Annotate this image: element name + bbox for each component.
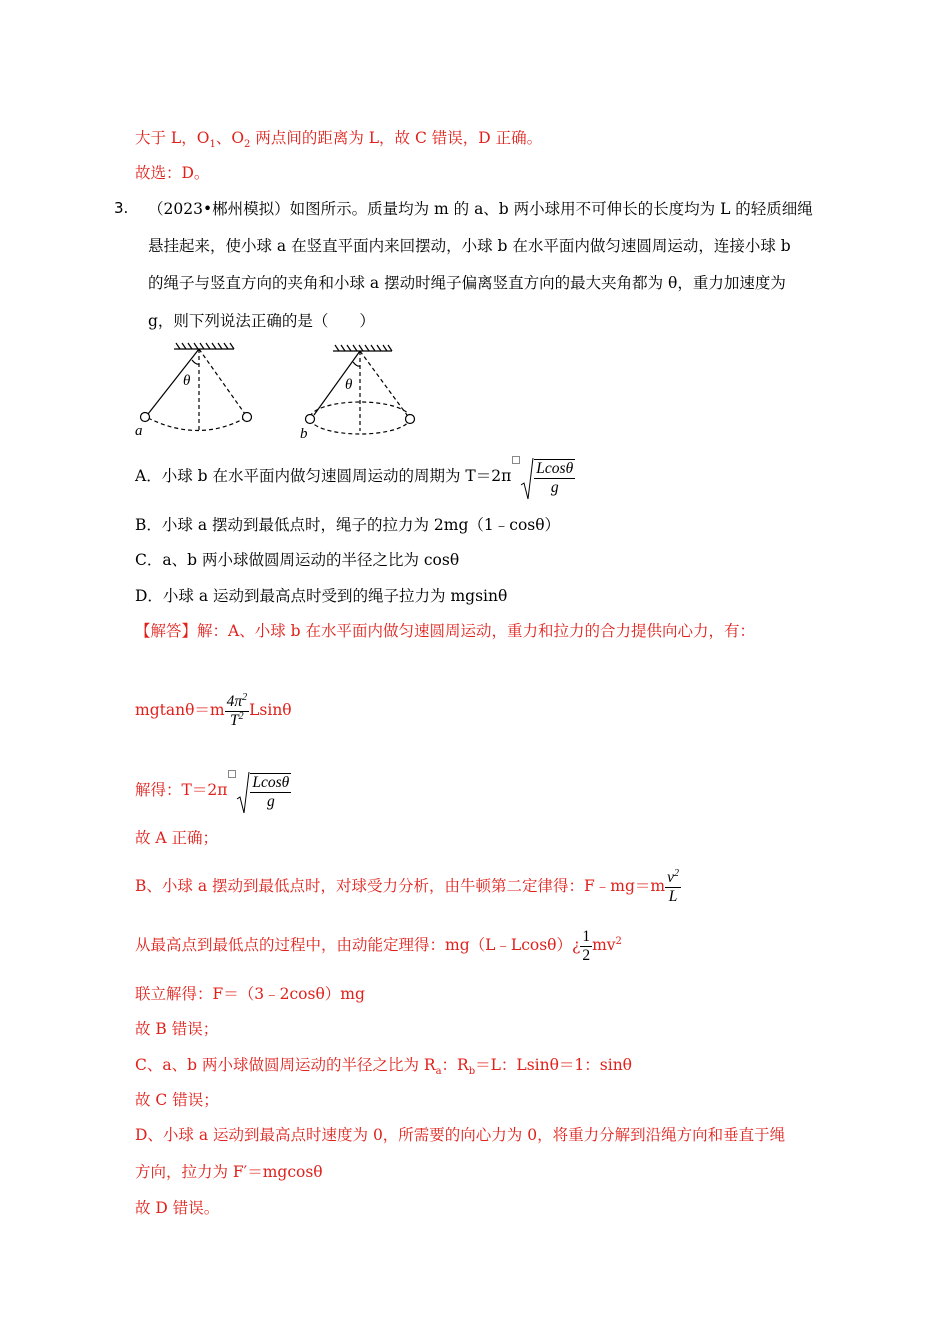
pendulum-b-diagram — [306, 345, 415, 434]
question-line-4: g，则下列说法正确的是（ ） — [148, 312, 375, 330]
option-a-fraction — [534, 459, 575, 497]
c-sub-b: b — [468, 1066, 476, 1078]
c-text-3: ＝L：Lsinθ＝1：sinθ — [475, 1056, 633, 1074]
eq1-numerator-sup: 2 — [242, 691, 248, 703]
c-text-2: ：R — [441, 1056, 469, 1074]
option-a-numerator: Lcosθ — [536, 460, 574, 477]
eq2-left: 解得：T＝2π — [135, 781, 228, 799]
d-analysis-line-2: 方向，拉力为 F′＝mgcosθ — [135, 1163, 323, 1181]
eq1-denominator-sup: 2 — [238, 710, 244, 722]
option-b[interactable]: B．小球 a 摆动到最低点时，绳子的拉力为 2mg（1﹣cosθ） — [135, 516, 561, 534]
d-analysis-line-1: D、小球 a 运动到最高点时速度为 0，所需要的向心力为 0，将重力分解到沿绳方向和垂直于绳 — [135, 1126, 786, 1144]
c-text-1: C、a、b 两小球做圆周运动的半径之比为 R — [135, 1056, 436, 1074]
b-fraction — [665, 869, 681, 906]
d-wrong: 故 D 错误。 — [135, 1199, 220, 1217]
c-sub-a: a — [435, 1066, 442, 1078]
answer-header: 【解答】解：A、小球 b 在水平面内做匀速圆周运动，重力和拉力的合力提供向心力，有： — [135, 622, 755, 640]
b-numerator: v — [667, 868, 674, 886]
energy-numerator: 1 — [582, 927, 591, 945]
a-correct: 故 A 正确； — [135, 829, 219, 847]
prev-choice-line: 故选：D。 — [135, 164, 210, 182]
c-analysis-line — [135, 1055, 633, 1078]
b-numerator-sup: 2 — [673, 867, 679, 879]
eq1-right: Lsinθ — [249, 701, 292, 719]
question-number: 3. — [114, 199, 129, 217]
prev-solution-line — [135, 128, 543, 151]
option-a-text: A．小球 b 在水平面内做匀速圆周运动的周期为 T＝2π — [135, 467, 512, 485]
eq2-fraction — [250, 773, 291, 811]
energy-denominator: 2 — [582, 946, 591, 964]
equation-2 — [135, 770, 291, 811]
eq1-denominator: T — [230, 711, 239, 729]
eq2-denominator: g — [266, 793, 275, 810]
eq1-left: mgtanθ＝m — [135, 701, 225, 719]
eq2-numerator: Lcosθ — [252, 774, 290, 791]
c-wrong: 故 C 错误； — [135, 1091, 219, 1109]
b-wrong: 故 B 错误； — [135, 1020, 219, 1038]
combine-line: 联立解得：F＝（3﹣2cosθ）mg — [135, 985, 365, 1003]
prev-text-3: 两点间的距离为 L，故 C 错误，D 正确。 — [250, 129, 543, 147]
question-line-1: （2023•郴州模拟）如图所示。质量均为 m 的 a、b 两小球用不可伸长的长度均为 L 的轻质细绳 — [148, 200, 813, 218]
option-a[interactable] — [135, 456, 575, 497]
b-analysis-line — [135, 866, 681, 906]
energy-line — [135, 925, 622, 965]
theta-label-b: θ — [345, 377, 353, 393]
option-c[interactable]: C．a、b 两小球做圆周运动的半径之比为 cosθ — [135, 551, 460, 569]
question-line-3: 的绳子与竖直方向的夹角和小球 a 摆动时绳子偏离竖直方向的最大夹角都为 θ，重力加速度为 — [148, 274, 786, 292]
question-line-2: 悬挂起来，使小球 a 在竖直平面内来回摆动，小球 b 在水平面内做匀速圆周运动，连接小球 b — [148, 237, 791, 255]
option-d[interactable]: D．小球 a 运动到最高点时受到的绳子拉力为 mgsinθ — [135, 587, 508, 605]
eq2-radical — [236, 771, 291, 811]
prev-sub-1: 1 — [209, 139, 216, 151]
equation-1 — [135, 690, 292, 730]
eq1-numerator: 4π — [226, 692, 243, 710]
b-denominator: L — [668, 887, 678, 905]
ball-label-b: b — [300, 426, 308, 442]
energy-sup: 2 — [615, 935, 622, 947]
eq1-fraction — [225, 693, 250, 730]
placeholder-box-icon — [228, 770, 236, 778]
prev-text-1: 大于 L，O — [135, 129, 210, 147]
pendulum-a-diagram — [141, 343, 252, 431]
b-analysis-text: B、小球 a 摆动到最低点时，对球受力分析，由牛顿第二定律得：F﹣mg＝m — [135, 877, 666, 895]
option-a-radical — [520, 457, 575, 497]
option-a-denominator: g — [550, 479, 559, 496]
prev-text-2: 、O — [215, 129, 245, 147]
energy-fraction — [580, 928, 592, 965]
theta-label-a: θ — [183, 373, 191, 389]
energy-left: 从最高点到最低点的过程中，由动能定理得：mg（L﹣Lcosθ）¿ — [135, 936, 581, 954]
placeholder-box-icon — [512, 456, 520, 464]
ball-label-a: a — [135, 423, 143, 439]
prev-sub-2: 2 — [244, 139, 251, 151]
pendulum-figure — [130, 338, 430, 444]
energy-right: mv — [592, 936, 616, 954]
